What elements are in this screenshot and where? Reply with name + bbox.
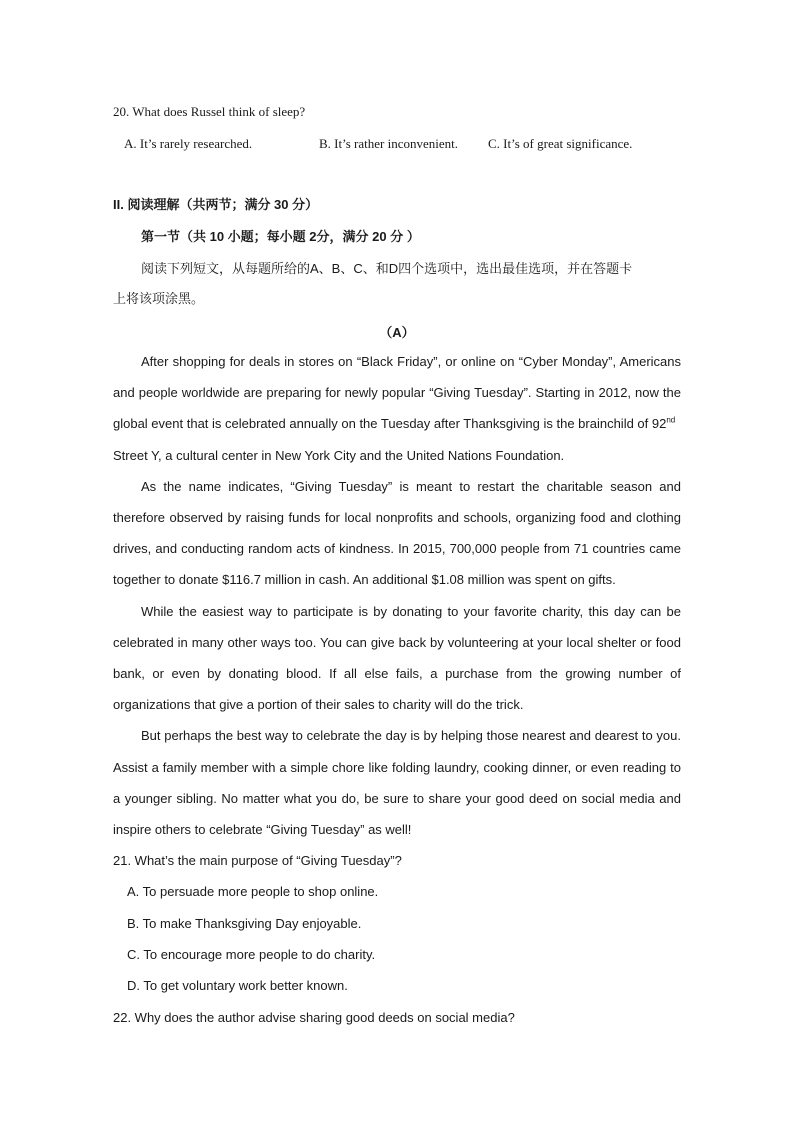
passage-title: （A） xyxy=(379,325,415,340)
paragraph-3-line: While the easiest way to participate is by donating to your favorite charity, this day can be xyxy=(141,604,681,619)
q21-option-a: A. To persuade more people to shop online. xyxy=(127,884,379,899)
paragraph-1-text: global event that is celebrated annually on the Tuesday after Thanksgiving is the brainchild of 92 xyxy=(113,416,667,431)
paragraph-3-line: celebrated in many other ways too. You can give back by volunteering at your local shelter or food xyxy=(113,635,681,650)
paragraph-1-line xyxy=(113,416,675,432)
instruction-line-1: 阅读下列短文，从每题所给的A、B、C、和D四个选项中，选出最佳选项，并在答题卡 xyxy=(141,261,633,276)
section-subheading: 第一节（共 10 小题；每小题 2分，满分 20 分 ） xyxy=(141,229,420,244)
paragraph-3-line: bank, or even by donating blood. If all else fails, a purchase from the growing number of xyxy=(113,666,681,681)
paragraph-4-line: a younger sibling. No matter what you do, be sure to share your good deed on social media and xyxy=(113,791,681,806)
question-21: 21. What’s the main purpose of “Giving Tuesday”? xyxy=(113,853,402,868)
q21-option-b: B. To make Thanksgiving Day enjoyable. xyxy=(127,916,362,931)
superscript-nd: nd xyxy=(666,415,676,425)
q21-option-d: D. To get voluntary work better known. xyxy=(127,978,348,993)
paragraph-2-line: together to donate $116.7 million in cash. An additional $1.08 million was spent on gifts. xyxy=(113,572,616,587)
instruction-line-2: 上将该项涂黑。 xyxy=(113,291,205,306)
paragraph-4-line: Assist a family member with a simple chore like folding laundry, cooking dinner, or even reading to xyxy=(113,760,681,775)
paragraph-4-line: But perhaps the best way to celebrate the day is by helping those nearest and dearest to you. xyxy=(141,728,681,743)
paragraph-2-line: drives, and conducting random acts of kindness. In 2015, 700,000 people from 71 countries came xyxy=(113,541,681,556)
paragraph-2-line: therefore observed by raising funds for local nonprofits and schools, organizing food and clothing xyxy=(113,510,681,525)
paragraph-3-line: organizations that give a portion of their sales to charity will do the trick. xyxy=(113,697,524,712)
q20-option-c: C. It’s of great significance. xyxy=(488,136,633,151)
paragraph-4-line: inspire others to celebrate “Giving Tuesday” as well! xyxy=(113,822,412,837)
q20-option-b: B. It’s rather inconvenient. xyxy=(319,136,458,151)
question-22: 22. Why does the author advise sharing good deeds on social media? xyxy=(113,1010,515,1025)
section-heading: II. 阅读理解（共两节；满分 30 分） xyxy=(113,197,319,212)
question-20: 20. What does Russel think of sleep? xyxy=(113,104,306,119)
paragraph-1-line: After shopping for deals in stores on “Black Friday”, or online on “Cyber Monday”, Americans xyxy=(141,354,681,369)
q20-option-a: A. It’s rarely researched. xyxy=(124,136,253,151)
paragraph-2-line: As the name indicates, “Giving Tuesday” is meant to restart the charitable season and xyxy=(141,479,681,494)
paragraph-1-line: Street Y, a cultural center in New York City and the United Nations Foundation. xyxy=(113,448,565,463)
q21-option-c: C. To encourage more people to do charity. xyxy=(127,947,376,962)
paragraph-1-line: and people worldwide are preparing for newly popular “Giving Tuesday”. Starting in 2012, now the xyxy=(113,385,681,400)
